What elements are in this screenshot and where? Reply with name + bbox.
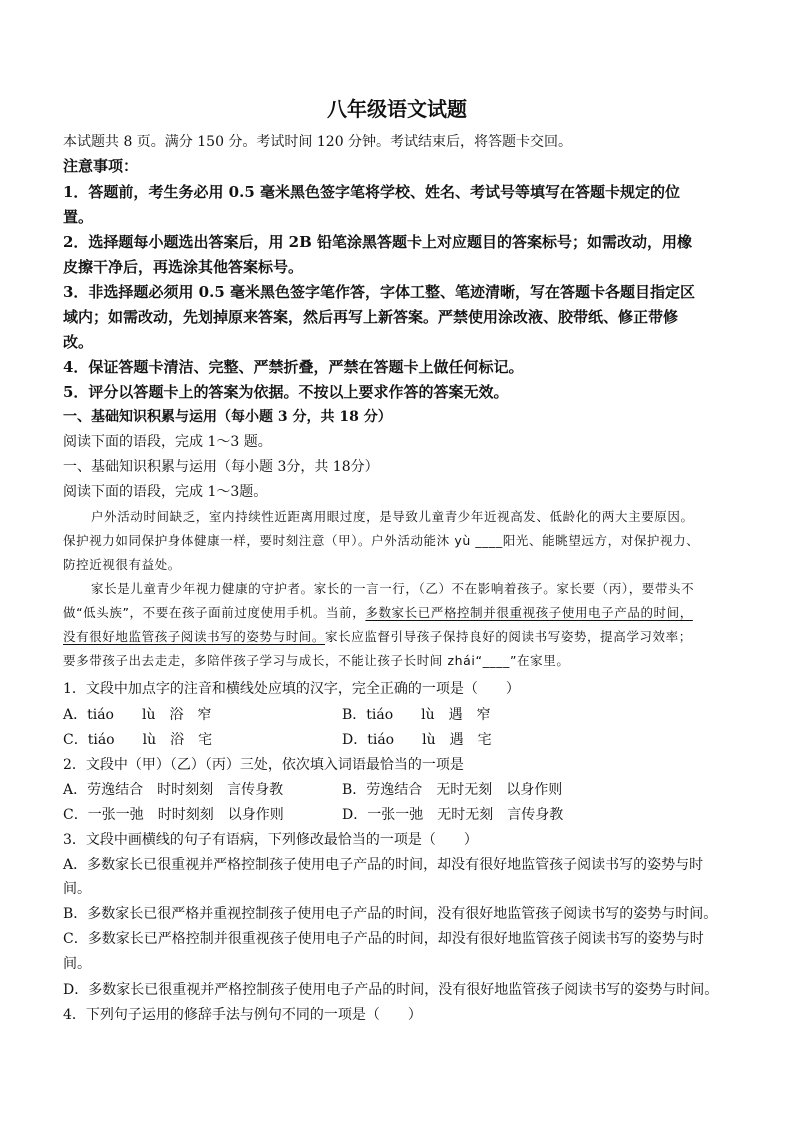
option-c: C．多数家长已严格控制并很重视孩子使用电子产品的时间，却没有很好地监管孩子阅读书写的姿势与时: [63, 931, 704, 947]
passage-line: 要多带孩子出去走走，多陪伴孩子学习与成长，不能让孩子长时间 zhái“____”在家里。: [63, 653, 570, 668]
note-line: 1．答题前，考生务必用 0.5 毫米黑色签字笔将学校、姓名、考试号等填写在答题卡规定的位: [63, 183, 680, 201]
question-stem: 2．文段中（甲）（乙）（丙）三处，依次填入词语最恰当的一项是: [63, 757, 464, 773]
note-line: 改。: [63, 333, 94, 351]
notes-heading: 注意事项：: [63, 157, 139, 175]
option-a: A．劳逸结合 时时刻刻 言传身教: [63, 782, 284, 798]
section-instruction: 阅读下面的语段，完成 1～3 题。: [63, 434, 272, 450]
question-stem: 1．文段中加点字的注音和横线处应填的汉字，完全正确的一项是（ ）: [63, 681, 520, 697]
passage-line: 保护视力如同保护身体健康一样，要时刻注意（甲）。户外活动能沐 yù ____阳光、能眺望远方，对保护视力、: [63, 533, 700, 548]
option-a: A．多数家长已很重视并严格控制孩子使用电子产品的时间，却没有很好地监管孩子阅读书写的姿势与时: [63, 857, 704, 873]
note-line: 置。: [63, 208, 94, 226]
option-b: B．多数家长已很严格并重视控制孩子使用电子产品的时间，没有很好地监管孩子阅读书写的姿势与时间。: [63, 906, 718, 922]
question-stem: 3．文段中画横线的句子有语病，下列修改最恰当的一项是（ ）: [63, 832, 478, 848]
option-d: D．多数家长已很重视并严格控制孩子使用电子产品的时间，没有很好地监管孩子阅读书写的姿势与时间。: [63, 982, 719, 998]
exam-intro: 本试题共 8 页。满分 150 分。考试时间 120 分钟。考试结束后，将答题卡交回。: [63, 134, 573, 150]
underlined-sentence: 多数家长已严格控制并很重视孩子使用电子产品的时间，: [365, 605, 693, 620]
section-heading: 一、基础知识积累与运用（每小题 3 分，共 18 分）: [63, 409, 392, 425]
note-line: 皮擦干净后，再选涂其他答案标号。: [63, 258, 304, 276]
question-stem: 4．下列句子运用的修辞手法与例句不同的一项是（ ）: [63, 1007, 422, 1023]
option-c: C．tiáo lù 浴 宅: [63, 732, 213, 748]
underlined-sentence: 没有很好地监管孩子阅读书写的姿势与时间。: [63, 629, 326, 644]
option-d: D．一张一弛 无时无刻 言传身教: [342, 807, 564, 823]
note-line: 3．非选择题必须用 0.5 毫米黑色签字笔作答，字体工整、笔迹清晰，写在答题卡各题目指定区: [63, 283, 695, 301]
option-c-cont: 间。: [63, 956, 91, 972]
option-c: C．一张一弛 时时刻刻 以身作则: [63, 807, 284, 823]
passage-line: 家长是儿童青少年视力健康的守护者。家长的一言一行，（乙）不在影响着孩子。家长要（丙），要带头不: [91, 581, 695, 596]
passage-line: [63, 601, 739, 625]
note-line: 2．选择题每小题选出答案后，用 2B 铅笔涂黑答题卡上对应题目的答案标号；如需改动，用橡: [63, 233, 693, 251]
note-line: 5．评分以答题卡上的答案为依据。不按以上要求作答的答案无效。: [63, 383, 509, 401]
option-a: A．tiáo lù 浴 窄: [63, 707, 212, 723]
passage-text: 做“低头族”，不要在孩子面前过度使用手机。当前，: [63, 605, 366, 620]
reading-passage: [63, 505, 739, 673]
option-b: B．tiáo lù 遇 窄: [342, 707, 491, 723]
passage-text: 家长应监督引导孩子保持良好的阅读书写姿势，提高学习效率；: [325, 629, 692, 644]
passage-line: [63, 625, 739, 649]
passage-line: 户外活动时间缺乏，室内持续性近距离用眼过度，是导致儿童青少年近视高发、低龄化的两大主要原因。: [91, 509, 694, 524]
note-line: 域内；如需改动，先划掉原来答案，然后再写上新答案。严禁使用涂改液、胶带纸、修正带修: [63, 308, 679, 326]
page-title: 八年级语文试题: [327, 97, 467, 121]
section-heading-repeat: 一、基础知识积累与运用（每小题 3分，共 18分）: [63, 459, 379, 475]
option-b: B．劳逸结合 无时无刻 以身作则: [342, 782, 563, 798]
passage-line: 防控近视很有益处。: [63, 557, 181, 572]
option-a-cont: 间。: [63, 881, 91, 897]
note-line: 4．保证答题卡清洁、完整、严禁折叠，严禁在答题卡上做任何标记。: [63, 358, 524, 376]
option-d: D．tiáo lù 遇 宅: [342, 732, 492, 748]
section-instruction-repeat: 阅读下面的语段，完成 1～3题。: [63, 484, 268, 500]
